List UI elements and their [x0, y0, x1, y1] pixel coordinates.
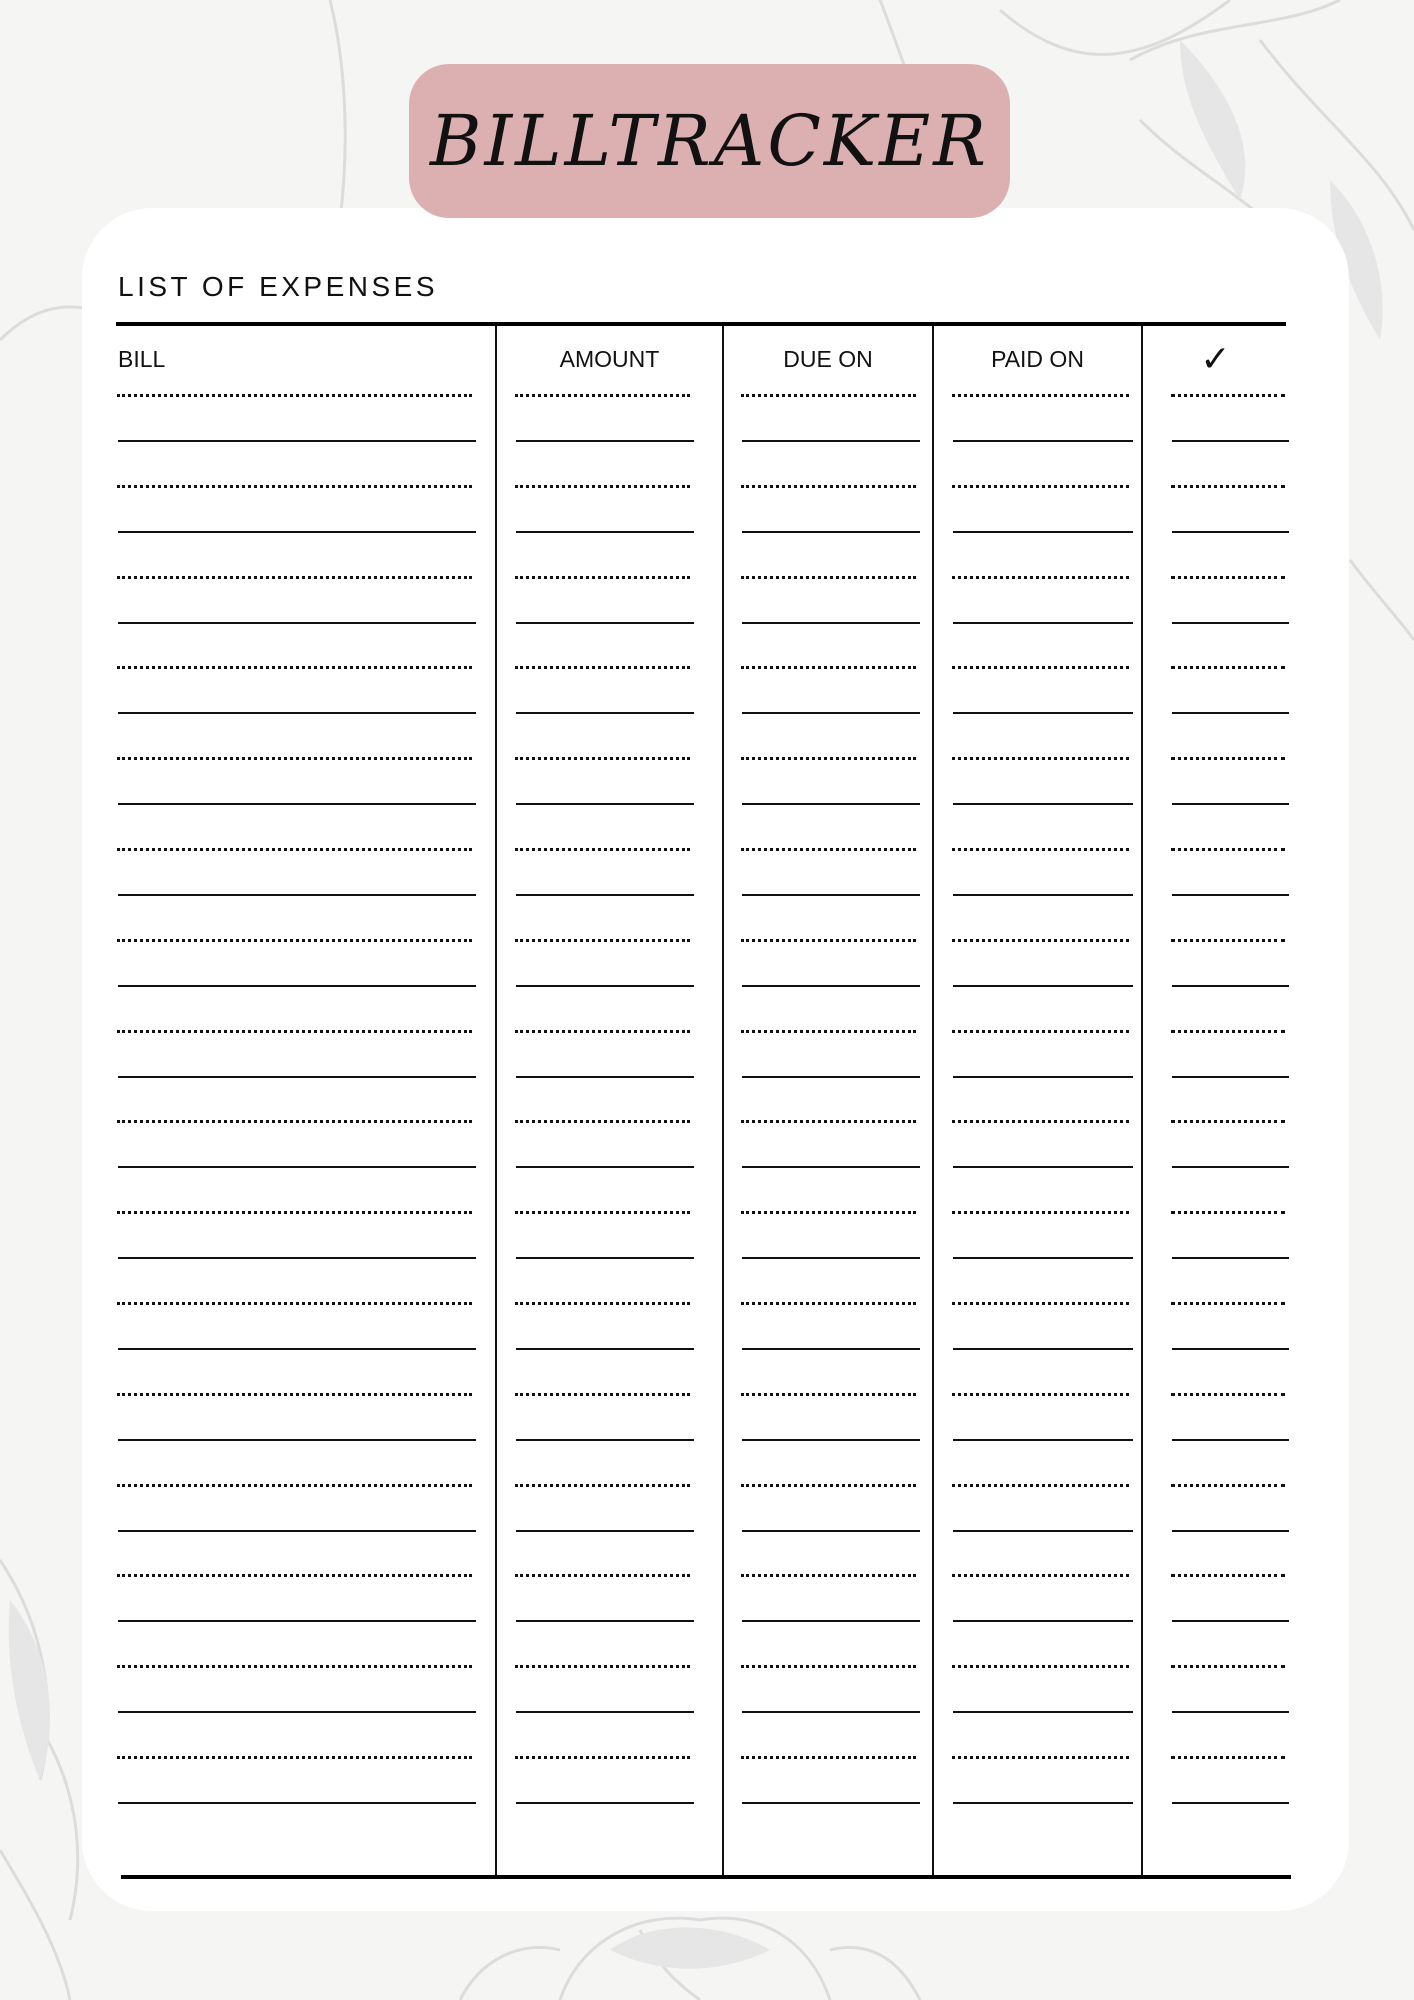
solid-entry-line[interactable]	[118, 712, 476, 714]
dotted-entry-line[interactable]	[952, 1120, 1129, 1123]
dotted-entry-line[interactable]	[515, 394, 690, 397]
dotted-entry-line[interactable]	[952, 1484, 1129, 1487]
dotted-entry-line[interactable]	[741, 1030, 916, 1033]
dotted-entry-line[interactable]	[117, 485, 472, 488]
dotted-entry-line[interactable]	[741, 394, 916, 397]
dotted-entry-line[interactable]	[741, 576, 916, 579]
page-title: BILLTRACKER	[430, 100, 989, 182]
solid-entry-line[interactable]	[118, 1711, 476, 1713]
dotted-entry-line[interactable]	[117, 666, 472, 669]
solid-entry-line[interactable]	[953, 1257, 1133, 1259]
solid-entry-line[interactable]	[118, 985, 476, 987]
dotted-entry-line[interactable]	[741, 1302, 916, 1305]
dotted-entry-line[interactable]	[515, 1302, 690, 1305]
dotted-entry-line[interactable]	[515, 757, 690, 760]
dotted-entry-line[interactable]	[952, 1211, 1129, 1214]
dotted-entry-line[interactable]	[952, 1302, 1129, 1305]
solid-entry-line[interactable]	[118, 1348, 476, 1350]
solid-entry-line[interactable]	[118, 440, 476, 442]
dotted-entry-line[interactable]	[952, 939, 1129, 942]
dotted-entry-line[interactable]	[741, 848, 916, 851]
dotted-entry-line[interactable]	[952, 1665, 1129, 1668]
solid-entry-line[interactable]	[516, 1257, 694, 1259]
column-divider	[495, 326, 497, 1875]
dotted-entry-line[interactable]	[1171, 1574, 1285, 1577]
dotted-entry-line[interactable]	[952, 1030, 1129, 1033]
dotted-entry-line[interactable]	[117, 848, 472, 851]
column-header-paid-on: PAID ON	[991, 345, 1084, 372]
solid-entry-line[interactable]	[953, 1802, 1133, 1804]
dotted-entry-line[interactable]	[952, 666, 1129, 669]
solid-entry-line[interactable]	[118, 803, 476, 805]
dotted-entry-line[interactable]	[741, 1756, 916, 1759]
dotted-entry-line[interactable]	[117, 939, 472, 942]
dotted-entry-line[interactable]	[117, 1756, 472, 1759]
dotted-entry-line[interactable]	[741, 666, 916, 669]
solid-entry-line[interactable]	[516, 1439, 694, 1441]
dotted-entry-line[interactable]	[1171, 939, 1285, 942]
solid-entry-line[interactable]	[953, 1530, 1133, 1532]
dotted-entry-line[interactable]	[515, 1030, 690, 1033]
solid-entry-line[interactable]	[953, 1711, 1133, 1713]
solid-entry-line[interactable]	[1172, 985, 1289, 987]
dotted-entry-line[interactable]	[117, 757, 472, 760]
solid-entry-line[interactable]	[742, 1348, 920, 1350]
solid-entry-line[interactable]	[516, 985, 694, 987]
dotted-entry-line[interactable]	[1171, 394, 1285, 397]
dotted-entry-line[interactable]	[1171, 1665, 1285, 1668]
dotted-entry-line[interactable]	[741, 1120, 916, 1123]
dotted-entry-line[interactable]	[741, 1484, 916, 1487]
solid-entry-line[interactable]	[1172, 531, 1289, 533]
solid-entry-line[interactable]	[742, 712, 920, 714]
dotted-entry-line[interactable]	[515, 1120, 690, 1123]
dotted-entry-line[interactable]	[952, 1574, 1129, 1577]
column-header-due-on: DUE ON	[783, 345, 873, 372]
solid-entry-line[interactable]	[516, 894, 694, 896]
solid-entry-line[interactable]	[1172, 1257, 1289, 1259]
solid-entry-line[interactable]	[118, 622, 476, 624]
solid-entry-line[interactable]	[118, 1166, 476, 1168]
solid-entry-line[interactable]	[742, 1620, 920, 1622]
dotted-entry-line[interactable]	[515, 1665, 690, 1668]
dotted-entry-line[interactable]	[741, 485, 916, 488]
dotted-entry-line[interactable]	[1171, 1756, 1285, 1759]
dotted-entry-line[interactable]	[1171, 1393, 1285, 1396]
dotted-entry-line[interactable]	[515, 1393, 690, 1396]
solid-entry-line[interactable]	[516, 440, 694, 442]
dotted-entry-line[interactable]	[515, 485, 690, 488]
solid-entry-line[interactable]	[742, 1530, 920, 1532]
solid-entry-line[interactable]	[953, 985, 1133, 987]
dotted-entry-line[interactable]	[515, 939, 690, 942]
dotted-entry-line[interactable]	[1171, 1030, 1285, 1033]
solid-entry-line[interactable]	[516, 712, 694, 714]
dotted-entry-line[interactable]	[952, 394, 1129, 397]
dotted-entry-line[interactable]	[741, 1393, 916, 1396]
solid-entry-line[interactable]	[953, 1166, 1133, 1168]
checkmark-icon: ✓	[1200, 338, 1231, 380]
dotted-entry-line[interactable]	[952, 848, 1129, 851]
section-label: LIST OF EXPENSES	[118, 271, 439, 302]
solid-entry-line[interactable]	[953, 1620, 1133, 1622]
solid-entry-line[interactable]	[516, 1530, 694, 1532]
column-header-bill: BILL	[118, 345, 166, 372]
solid-entry-line[interactable]	[516, 622, 694, 624]
dotted-entry-line[interactable]	[515, 1574, 690, 1577]
solid-entry-line[interactable]	[953, 894, 1133, 896]
solid-entry-line[interactable]	[118, 1802, 476, 1804]
solid-entry-line[interactable]	[516, 1348, 694, 1350]
dotted-entry-line[interactable]	[117, 576, 472, 579]
solid-entry-line[interactable]	[516, 531, 694, 533]
solid-entry-line[interactable]	[118, 894, 476, 896]
dotted-entry-line[interactable]	[117, 1302, 472, 1305]
column-divider	[932, 326, 934, 1875]
solid-entry-line[interactable]	[1172, 803, 1289, 805]
solid-entry-line[interactable]	[953, 803, 1133, 805]
solid-entry-line[interactable]	[1172, 1076, 1289, 1078]
solid-entry-line[interactable]	[742, 1076, 920, 1078]
solid-entry-line[interactable]	[742, 1166, 920, 1168]
solid-entry-line[interactable]	[1172, 1711, 1289, 1713]
solid-entry-line[interactable]	[516, 803, 694, 805]
dotted-entry-line[interactable]	[952, 1393, 1129, 1396]
solid-entry-line[interactable]	[1172, 1530, 1289, 1532]
dotted-entry-line[interactable]	[515, 1211, 690, 1214]
dotted-entry-line[interactable]	[741, 1211, 916, 1214]
solid-entry-line[interactable]	[1172, 712, 1289, 714]
solid-entry-line[interactable]	[742, 985, 920, 987]
dotted-entry-line[interactable]	[515, 848, 690, 851]
solid-entry-line[interactable]	[742, 1257, 920, 1259]
solid-entry-line[interactable]	[953, 712, 1133, 714]
solid-entry-line[interactable]	[118, 1530, 476, 1532]
solid-entry-line[interactable]	[1172, 894, 1289, 896]
dotted-entry-line[interactable]	[741, 757, 916, 760]
solid-entry-line[interactable]	[1172, 622, 1289, 624]
solid-entry-line[interactable]	[1172, 1802, 1289, 1804]
solid-entry-line[interactable]	[953, 440, 1133, 442]
solid-entry-line[interactable]	[742, 1439, 920, 1441]
dotted-entry-line[interactable]	[1171, 485, 1285, 488]
solid-entry-line[interactable]	[1172, 1166, 1289, 1168]
dotted-entry-line[interactable]	[952, 485, 1129, 488]
dotted-entry-line[interactable]	[117, 394, 472, 397]
solid-entry-line[interactable]	[742, 440, 920, 442]
dotted-entry-line[interactable]	[1171, 757, 1285, 760]
dotted-entry-line[interactable]	[117, 1574, 472, 1577]
dotted-entry-line[interactable]	[117, 1665, 472, 1668]
dotted-entry-line[interactable]	[515, 666, 690, 669]
column-header-amount: AMOUNT	[559, 345, 660, 372]
solid-entry-line[interactable]	[742, 894, 920, 896]
solid-entry-line[interactable]	[742, 803, 920, 805]
solid-entry-line[interactable]	[953, 531, 1133, 533]
dotted-entry-line[interactable]	[515, 576, 690, 579]
solid-entry-line[interactable]	[1172, 1348, 1289, 1350]
dotted-entry-line[interactable]	[1171, 1211, 1285, 1214]
dotted-entry-line[interactable]	[117, 1484, 472, 1487]
solid-entry-line[interactable]	[953, 1076, 1133, 1078]
table-top-rule	[116, 322, 1286, 326]
dotted-entry-line[interactable]	[952, 757, 1129, 760]
dotted-entry-line[interactable]	[117, 1030, 472, 1033]
solid-entry-line[interactable]	[516, 1076, 694, 1078]
solid-entry-line[interactable]	[1172, 1620, 1289, 1622]
solid-entry-line[interactable]	[118, 1439, 476, 1441]
dotted-entry-line[interactable]	[1171, 576, 1285, 579]
solid-entry-line[interactable]	[516, 1802, 694, 1804]
dotted-entry-line[interactable]	[515, 1484, 690, 1487]
dotted-entry-line[interactable]	[741, 1574, 916, 1577]
dotted-entry-line[interactable]	[741, 939, 916, 942]
dotted-entry-line[interactable]	[515, 1756, 690, 1759]
solid-entry-line[interactable]	[1172, 440, 1289, 442]
dotted-entry-line[interactable]	[1171, 666, 1285, 669]
dotted-entry-line[interactable]	[1171, 1302, 1285, 1305]
solid-entry-line[interactable]	[953, 622, 1133, 624]
dotted-entry-line[interactable]	[117, 1393, 472, 1396]
solid-entry-line[interactable]	[118, 531, 476, 533]
solid-entry-line[interactable]	[516, 1166, 694, 1168]
solid-entry-line[interactable]	[742, 622, 920, 624]
solid-entry-line[interactable]	[516, 1620, 694, 1622]
dotted-entry-line[interactable]	[1171, 848, 1285, 851]
solid-entry-line[interactable]	[118, 1076, 476, 1078]
solid-entry-line[interactable]	[742, 1711, 920, 1713]
column-divider	[1141, 326, 1143, 1875]
table-bottom-rule	[121, 1875, 1291, 1879]
dotted-entry-line[interactable]	[1171, 1120, 1285, 1123]
dotted-entry-line[interactable]	[117, 1211, 472, 1214]
solid-entry-line[interactable]	[742, 531, 920, 533]
column-divider	[722, 326, 724, 1875]
dotted-entry-line[interactable]	[117, 1120, 472, 1123]
solid-entry-line[interactable]	[953, 1348, 1133, 1350]
solid-entry-line[interactable]	[118, 1257, 476, 1259]
solid-entry-line[interactable]	[516, 1711, 694, 1713]
dotted-entry-line[interactable]	[1171, 1484, 1285, 1487]
dotted-entry-line[interactable]	[952, 576, 1129, 579]
dotted-entry-line[interactable]	[952, 1756, 1129, 1759]
solid-entry-line[interactable]	[742, 1802, 920, 1804]
solid-entry-line[interactable]	[118, 1620, 476, 1622]
solid-entry-line[interactable]	[953, 1439, 1133, 1441]
solid-entry-line[interactable]	[1172, 1439, 1289, 1441]
dotted-entry-line[interactable]	[741, 1665, 916, 1668]
